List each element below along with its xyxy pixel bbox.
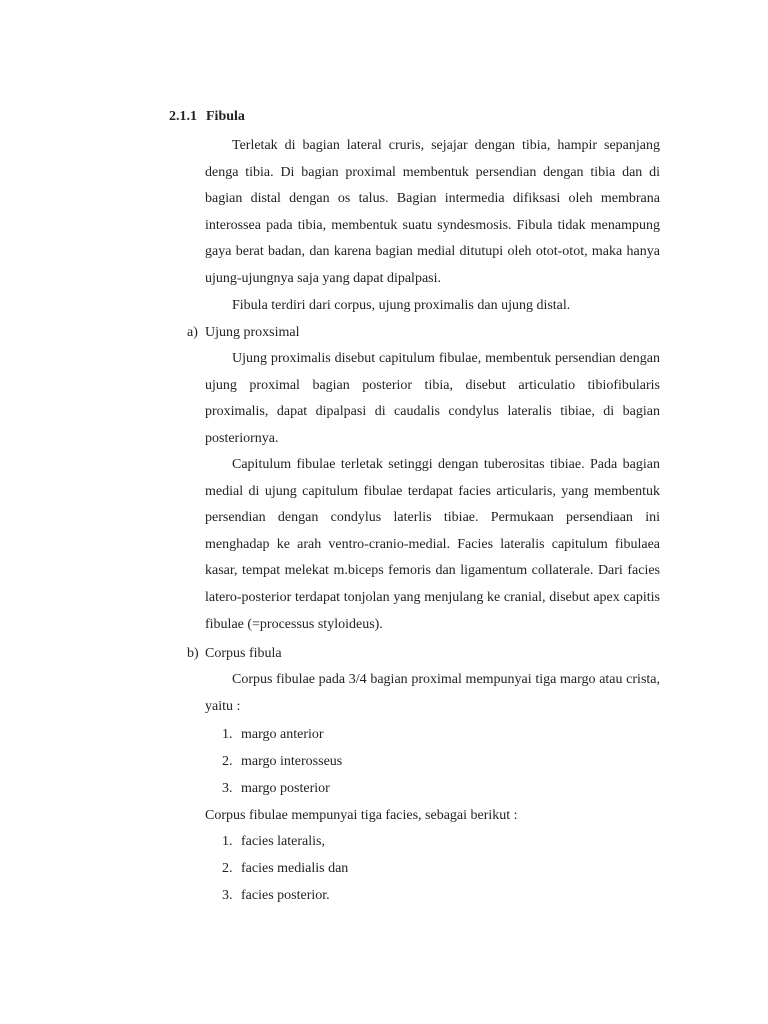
subsection-a-paragraph-1: Ujung proximalis disebut capitulum fibulae, membentuk persendian dengan ujung proximal bagian posterior tibia, disebut articulatio tibiofibularis proximalis, dapat dipalpasi di caudalis condylus lateralis tibiae, di bagian posteriornya. bbox=[205, 351, 660, 446]
subsection-b-title: Corpus fibula bbox=[205, 646, 282, 661]
intro-paragraph-2: Fibula terdiri dari corpus, ujung proximalis dan ujung distal. bbox=[232, 298, 571, 313]
list-item-text: margo interosseus bbox=[241, 754, 343, 769]
list-item-number: 1. bbox=[222, 834, 233, 849]
intro-paragraph: Terletak di bagian lateral cruris, sejajar dengan tibia, hampir sepanjang denga tibia. Di bagian proximal membentuk persendian dengan tibia dan di bagian distal dengan os talus. Bagian intermedia difiksasi oleh membrana interossea pada tibia, membentuk suatu syndesmosis. Fibula tidak menampung gaya berat badan, dan karena bagian medial ditutupi oleh otot-otot, maka hanya ujung-ujungnya saja yang dapat dipalpasi. bbox=[205, 138, 660, 286]
section-number: 2.1.1 bbox=[169, 109, 197, 124]
list-item bbox=[222, 779, 330, 799]
list-item-text: margo anterior bbox=[241, 727, 324, 742]
facies-intro: Corpus fibulae mempunyai tiga facies, sebagai berikut : bbox=[205, 808, 518, 823]
list-item-text: facies lateralis, bbox=[241, 834, 325, 849]
list-item-number: 2. bbox=[222, 754, 233, 769]
subsection-a-paragraph-2: Capitulum fibulae terletak setinggi dengan tuberositas tibiae. Pada bagian medial di ujung capitulum fibulae terdapat facies articularis, yang membentuk persendian dengan condylus laterlis tibiae. Permukaan persendiaan ini menghadap ke arah ventro-cranio-medial. Facies lateralis capitulum fibulaea kasar, tempat melekat m.biceps femoris dan ligamentum collaterale. Dari facies latero-posterior terdapat tonjolan yang menjulang ke cranial, disebut apex capitis fibulae (=processus styloideus). bbox=[205, 457, 660, 632]
list-item bbox=[222, 752, 342, 772]
subsection-b-paragraph: Corpus fibulae pada 3/4 bagian proximal mempunyai tiga margo atau crista, yaitu : bbox=[205, 672, 660, 714]
list-item bbox=[222, 832, 325, 852]
list-item-number: 1. bbox=[222, 727, 233, 742]
list-item-number: 3. bbox=[222, 888, 233, 903]
list-item bbox=[222, 886, 330, 906]
list-item bbox=[222, 859, 348, 879]
list-marker-b: b) bbox=[187, 646, 199, 661]
subsection-a-title: Ujung proxsimal bbox=[205, 325, 300, 340]
list-item-text: facies posterior. bbox=[241, 888, 330, 903]
section-heading bbox=[169, 107, 245, 127]
section-title: Fibula bbox=[206, 109, 245, 124]
list-item bbox=[222, 725, 324, 745]
list-item-number: 3. bbox=[222, 781, 233, 796]
list-item-text: margo posterior bbox=[241, 781, 330, 796]
list-marker-a: a) bbox=[187, 325, 198, 340]
list-item-number: 2. bbox=[222, 861, 233, 876]
list-item-text: facies medialis dan bbox=[241, 861, 349, 876]
